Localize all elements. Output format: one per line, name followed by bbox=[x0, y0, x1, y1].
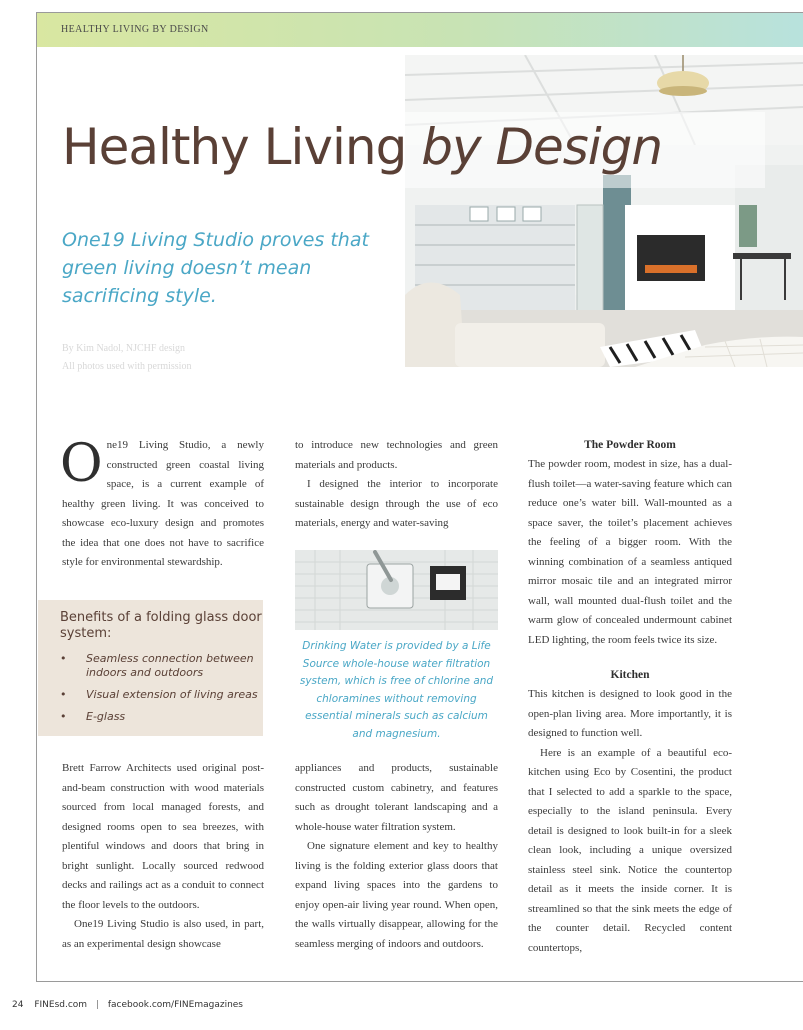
bullet: • bbox=[60, 688, 67, 701]
byline-photos: All photos used with permission bbox=[62, 361, 192, 372]
list-item bbox=[60, 652, 263, 680]
header-band bbox=[37, 13, 803, 47]
paragraph: I designed the interior to incorporate sustainable design through the use of eco materials, energy and water-saving bbox=[295, 478, 498, 529]
section-label: HEALTHY LIVING BY DESIGN bbox=[61, 24, 209, 35]
footer-separator: | bbox=[95, 1000, 99, 1010]
page-number: 24 bbox=[12, 1000, 24, 1010]
column-2-top bbox=[295, 436, 498, 534]
byline bbox=[62, 340, 191, 376]
paragraph: One19 Living Studio is also used, in part, as an experimental design showcase bbox=[62, 918, 264, 950]
bullet: • bbox=[60, 652, 67, 665]
photo-caption: Drinking Water is provided by a Life Source whole-house water filtration system, which is free of chlorine and chloramines without removing essential minerals such as calcium and magnesium. bbox=[299, 640, 494, 740]
footer-social-link[interactable]: facebook.com/FINEmagazines bbox=[107, 1000, 243, 1010]
paragraph: One signature element and key to healthy living is the folding exterior glass doors that expand living spaces into the gardens to enjoy open-air living year round. When open, the walls virtually disappear, allowing for the seamless merging of indoors and outdoors. bbox=[295, 840, 498, 950]
subtitle: One19 Living Studio proves that green living doesn’t mean sacrificing style. bbox=[62, 229, 369, 307]
bathroom-illustration bbox=[295, 550, 498, 630]
heading-powder-room: The Powder Room bbox=[584, 439, 676, 451]
paragraph: Brett Farrow Architects used original post-and-beam construction with wood materials sourced from local managed forests, and designed rooms open to sea breezes, with plentiful windows and doors that bring in bright sunlight. Locally sourced redwood decks and railings act as a conduit to connect the floor levels to the outdoors. bbox=[62, 762, 264, 911]
byline-author: By Kim Nadol, NJCHF design bbox=[62, 343, 186, 354]
list-item bbox=[60, 710, 263, 724]
column-3 bbox=[528, 436, 732, 958]
intro-text: ne19 Living Studio, a newly constructed green coastal living space, is a current example of healthy green living. It was conceived to showcase eco-luxury design and promotes the idea that one does not have to sacrifice style for environmental stewardship. bbox=[62, 439, 264, 568]
column-1-bottom bbox=[62, 759, 264, 954]
paragraph: This kitchen is designed to look good in the open-plan living area. More importantly, it is designed to function well. bbox=[528, 688, 732, 739]
title-part-2: by Design bbox=[421, 118, 663, 176]
paragraph: appliances and products, sustainable constructed custom cabinetry, and features such as drought tolerant landscaping and a whole-house water filtration system. bbox=[295, 762, 498, 833]
list-item-text: Visual extension of living areas bbox=[86, 688, 258, 701]
bathroom-photo bbox=[295, 550, 498, 630]
hero-photo bbox=[405, 55, 803, 367]
benefits-sidebar bbox=[38, 600, 263, 736]
list-item-text: E-glass bbox=[86, 710, 126, 723]
paragraph: The powder room, modest in size, has a dual-flush toilet—a water-saving feature which can reduce one’s water bill. Wall-mounted as a space saver, the toilet’s placement achieves the feeling of a bigger room. With the winning combination of a seamless antiqued mirror mosaic tile and an integrated mirror wall, wall mounted dual-flush toilet and the warm glow of concealed undermount cabinet LED lighting, the room feels twice its size. bbox=[528, 458, 732, 646]
drop-cap: O bbox=[60, 434, 103, 494]
heading-kitchen: Kitchen bbox=[610, 669, 650, 681]
footer-site-link[interactable]: FINEsd.com bbox=[34, 1000, 88, 1010]
paragraph: Here is an example of a beautiful eco-kitchen using Eco by Cosentini, the product that I selected to add a sparkle to the space, especially to the island peninsula. Every detail is designed to look built-in for a sleek clean look, including a unique oversized stainless steel sink. Notice the countertop detail as it meets the inside corner. It is streamlined so that the sink meets the edge of the counter detail. Recycled content countertops, bbox=[528, 746, 732, 954]
list-item bbox=[60, 688, 263, 702]
bullet: • bbox=[60, 710, 67, 723]
page-title bbox=[62, 118, 662, 176]
benefits-title: Benefits of a folding glass door system: bbox=[60, 610, 262, 641]
column-1-top bbox=[62, 436, 264, 573]
title-part-1: Healthy Living bbox=[62, 118, 422, 176]
intro-paragraph bbox=[62, 436, 264, 573]
benefits-list bbox=[60, 652, 263, 724]
paragraph: to introduce new technologies and green materials and products. bbox=[295, 439, 498, 471]
column-2-bottom bbox=[295, 759, 498, 954]
page-footer bbox=[12, 1000, 243, 1010]
list-item-text: Seamless connection between indoors and outdoors bbox=[86, 652, 254, 679]
living-room-illustration bbox=[405, 55, 803, 367]
